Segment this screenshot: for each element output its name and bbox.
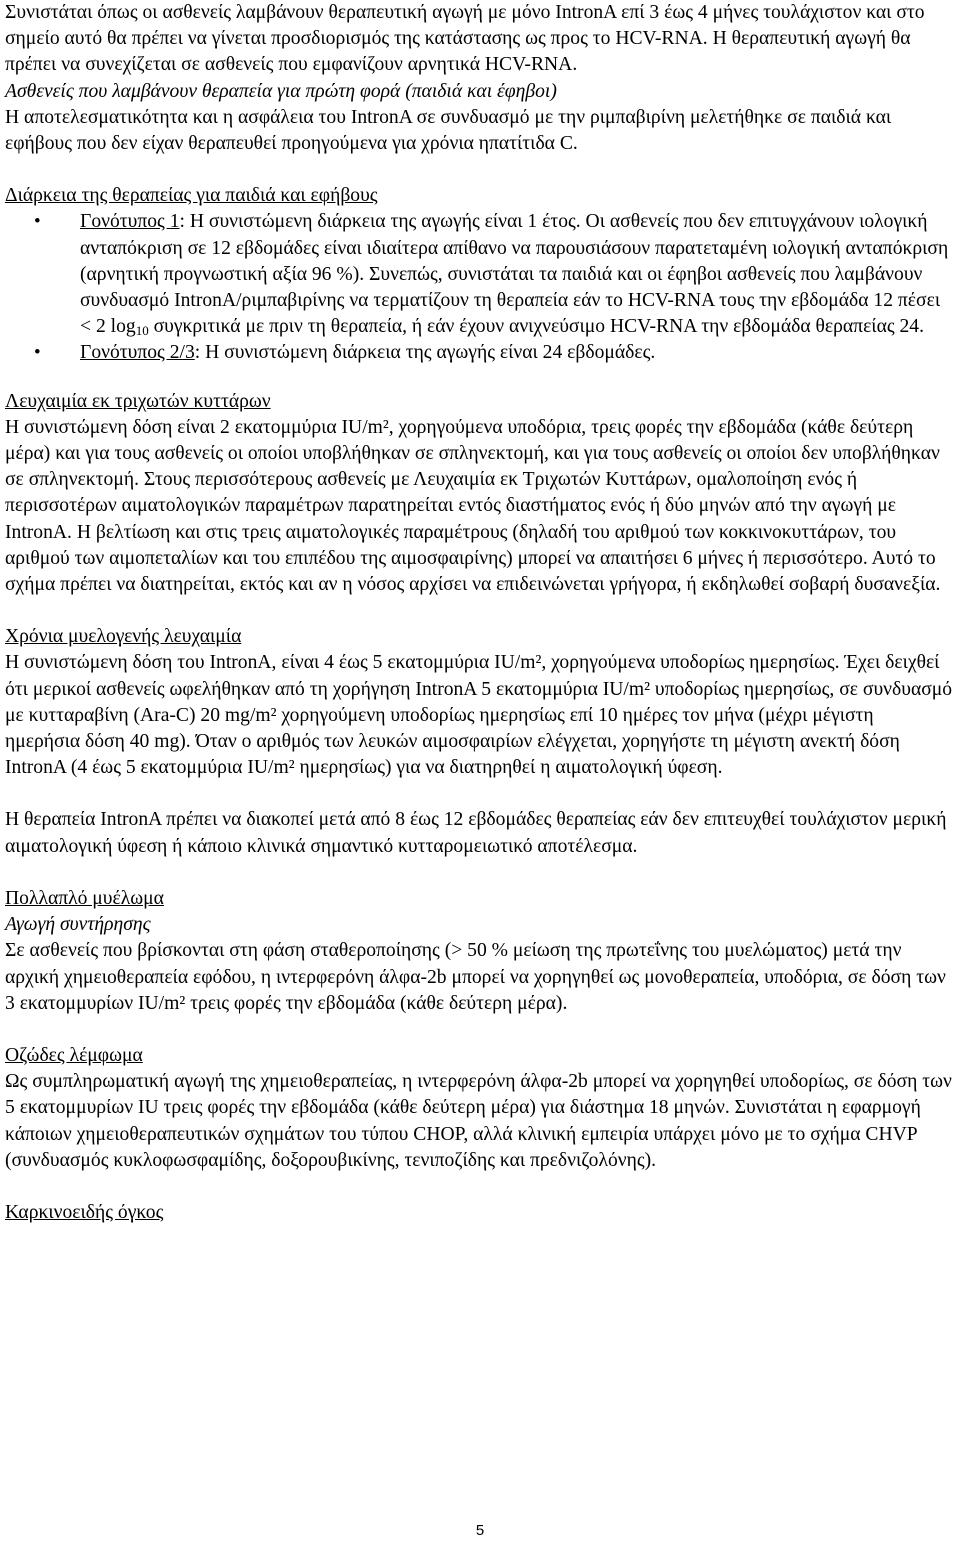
myeloma-subheading: Αγωγή συντήρησης — [5, 914, 151, 936]
genotype-label: Γονότυπος 1 — [80, 211, 180, 233]
subscript: 10 — [135, 323, 149, 339]
carcinoid-heading: Καρκινοειδής όγκος — [5, 1201, 164, 1223]
spacer — [5, 157, 953, 183]
genotype-label: Γονότυπος 2/3 — [80, 342, 195, 364]
cml-heading: Χρόνια μυελογενής λευχαιμία — [5, 626, 242, 648]
spacer — [5, 781, 953, 807]
list-item — [5, 340, 953, 366]
duration-heading: Διάρκεια της θεραπείας για παιδιά και εφήβους — [5, 185, 378, 207]
lymphoma-heading: Οζώδες λέμφωμα — [5, 1044, 143, 1066]
hairy-cell-heading: Λευχαιμία εκ τριχωτών κυττάρων — [5, 390, 271, 412]
list-item — [5, 209, 953, 340]
duration-list — [5, 209, 953, 366]
page-number: 5 — [475, 1522, 485, 1539]
pediatric-paragraph: Η αποτελεσματικότητα και η ασφάλεια του IntronA σε συνδυασμό με την ριμπαβιρίνη μελετήθηκε σε παιδιά και εφήβους που δεν είχαν θεραπευθεί προηγούμενα για χρόνια ηπατίτιδα C. — [5, 106, 892, 155]
list-item-text: συγκριτικά με πριν τη θεραπεία, ή εάν έχουν ανιχνεύσιμο HCV-RNA την εβδομάδα θεραπείας 24. — [148, 316, 924, 338]
spacer — [5, 1017, 953, 1043]
hairy-cell-paragraph: Η συνιστώμενη δόση είναι 2 εκατομμύρια IU/m², χορηγούμενα υποδόρια, τρεις φορές την εβδομάδα (κάθε δεύτερη μέρα) και για τους ασθενείς οι οποίοι υποβλήθηκαν σε σπληνεκτομή, και για τους ασθενείς οι οποίοι δεν υποβλήθηκαν σε σπληνεκτομή. Στους περισσότερους ασθενείς με Λευχαιμία εκ Τριχωτών Κυττάρων, ομαλοποίηση ενός ή περισσοτέρων αιματολογικών παραμέτρων παρατηρείται εντός διαστήματος ενός ή δύο μηνών από την αγωγή με IntronA. Η βελτίωση και στις τρεις αιματολογικές παραμέτρους (δηλαδή του αριθμού των κοκκινοκυττάρων, του αριθμού των αιμοπεταλίων και του επιπέδου της αιμοσφαιρίνης) μπορεί να απαιτήσει 6 μήνες ή περισσότερο. Αυτό το σχήμα πρέπει να διατηρείται, εκτός και αν η νόσος αρχίσει να επιδεινώνεται γρήγορα, ή εκδηλωθεί σοβαρή δυσανεξία. — [5, 416, 941, 596]
document-page — [5, 0, 953, 1226]
spacer — [5, 367, 953, 389]
spacer — [5, 860, 953, 886]
cml-paragraph-2: Η θεραπεία IntronA πρέπει να διακοπεί μετά από 8 έως 12 εβδομάδες θεραπείας εάν δεν επιτευχθεί τουλάχιστον μερική αιματολογική ύφεση ή κάποιο κλινικά σημαντικό κυτταρομειωτικό αποτέλεσμα. — [5, 809, 947, 857]
list-item-text: : Η συνιστώμενη διάρκεια της αγωγής είναι 1 έτος. Οι ασθενείς που δεν επιτυγχάνουν ιολογική ανταπόκριση σε 12 εβδομάδες είναι ιδιαίτερα απίθανο να παρουσιάσουν παρατεταμένη ιολογική ανταπόκριση (αρνητική προγνωστική αξία 96 %). Συνεπώς, συνιστάται τα παιδιά και οι έφηβοι ασθενείς που λαμβάνουν συνδυασμό IntronA/ριμπαβιρίνης να τερματίζουν τη θεραπεία εάν το HCV-RNA τους την εβδομάδα 12 πέσει < 2 log — [80, 211, 949, 338]
spacer — [5, 1174, 953, 1200]
myeloma-heading: Πολλαπλό μυέλωμα — [5, 887, 164, 909]
pediatric-heading: Ασθενείς που λαμβάνουν θεραπεία για πρώτη φορά (παιδιά και έφηβοι) — [5, 80, 557, 102]
bullet-icon: • — [34, 342, 41, 364]
spacer — [5, 598, 953, 624]
cml-paragraph: Η συνιστώμενη δόση του IntronA, είναι 4 έως 5 εκατομμύρια IU/m², χορηγούμενα υποδορίως ημερησίως. Έχει δειχθεί ότι μερικοί ασθενείς ωφελήθηκαν από τη χορήγηση IntronA 5 εκατομμύρια IU/m² υποδορίως ημερησίως, σε συνδυασμό με κυτταραβίνη (Ara-C) 20 mg/m² χορηγούμενη υποδορίως ημερησίως επί 10 ημέρες τον μήνα (μέχρι μέγιστη ημερήσια δόση 40 mg). Όταν ο αριθμός των λευκών αιμοσφαιρίων ελέγχεται, χορηγήστε τη μέγιστη ανεκτή δόση IntronA (4 έως 5 εκατομμύρια IU/m² ημερησίως) για να διατηρηθεί η αιματολογική ύφεση. — [5, 652, 953, 779]
intro-paragraph: Συνιστάται όπως οι ασθενείς λαμβάνουν θεραπευτική αγωγή με μόνο IntronA επί 3 έως 4 μήνες τουλάχιστον και στο σημείο αυτό θα πρέπει να γίνεται προσδιορισμός της κατάστασης ως προς το HCV-RNA. Η θεραπευτική αγωγή θα πρέπει να συνεχίζεται σε ασθενείς που εμφανίζουν αρνητικά HCV-RNA. — [5, 2, 925, 76]
myeloma-paragraph: Σε ασθενείς που βρίσκονται στη φάση σταθεροποίησης (> 50 % μείωση της πρωτεΐνης του μυελώματος) μετά την αρχική χημειοθεραπεία εφόδου, η ιντερφερόνη άλφα-2b μπορεί να χορηγηθεί ως μονοθεραπεία, υποδόρια, σε δόση των 3 εκατομμυρίων IU/m² τρεις φορές την εβδομάδα (κάθε δεύτερη μέρα). — [5, 940, 946, 1014]
lymphoma-paragraph: Ως συμπληρωματική αγωγή της χημειοθεραπείας, η ιντερφερόνη άλφα-2b μπορεί να χορηγηθεί υποδορίως, σε δόση των 5 εκατομμυρίων IU τρεις φορές την εβδομάδα (κάθε δεύτερη μέρα) για διάστημα 18 μηνών. Συνιστάται η εφαρμογή κάποιων χημειοθεραπευτικών σχημάτων του τύπου CHOP, αλλά κλινική εμπειρία υπάρχει μόνο με το σχήμα CHVP (συνδυασμός κυκλοφωσφαμίδης, δοξορουβικίνης, τενιποζίδης και πρεδνιζολόνης). — [5, 1071, 952, 1171]
bullet-icon: • — [34, 211, 41, 233]
list-item-text: : Η συνιστώμενη διάρκεια της αγωγής είναι 24 εβδομάδες. — [194, 342, 656, 364]
